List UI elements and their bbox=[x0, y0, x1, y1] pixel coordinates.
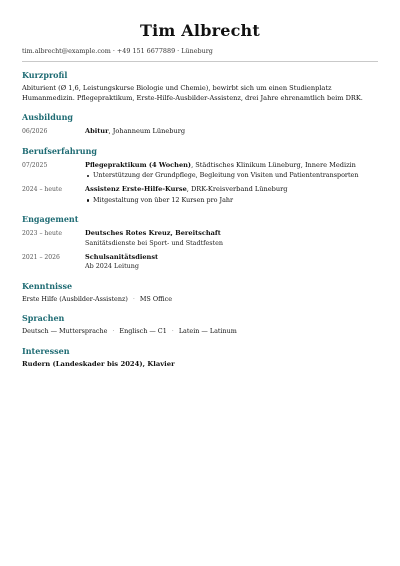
contact-line: tim.albrecht@example.com · +49 151 6677889 · Lüneburg bbox=[22, 47, 213, 55]
section-experience bbox=[22, 146, 378, 206]
bullet-item: Mitgestaltung von über 12 Kursen pro Jahr bbox=[93, 196, 378, 205]
entry-date: 07/2025 bbox=[22, 161, 48, 169]
entry-title: Schulsanitätsdienst bbox=[85, 253, 159, 262]
engagement-entry bbox=[22, 229, 378, 248]
entry-body bbox=[85, 229, 378, 248]
entry-date: 2023 – heute bbox=[22, 230, 62, 238]
entry-org: DRK-Kreisverband Lüneburg bbox=[191, 185, 288, 194]
section-title-experience: Berufserfahrung bbox=[22, 145, 98, 156]
list-separator: · bbox=[112, 327, 115, 336]
education-entry bbox=[22, 127, 378, 136]
entry-title: Abitur bbox=[85, 127, 109, 136]
entry-body bbox=[85, 253, 378, 272]
language-item: Deutsch — Muttersprache bbox=[22, 327, 108, 336]
entry-title: Deutsches Rotes Kreuz, Bereitschaft bbox=[85, 229, 221, 238]
entry-body bbox=[85, 185, 378, 205]
entry-org: Johanneum Lüneburg bbox=[112, 127, 186, 136]
header-divider bbox=[22, 61, 378, 62]
entry-bullets bbox=[85, 171, 378, 180]
entry-date: 2021 – 2026 bbox=[22, 254, 60, 262]
entry-detail: Sanitätsdienste bei Sport- und Stadtfesten bbox=[85, 238, 224, 247]
section-title-profile: Kurzprofil bbox=[22, 70, 68, 80]
entry-bullets bbox=[85, 196, 378, 205]
section-skills bbox=[22, 281, 378, 304]
entry-detail: Ab 2024 Leitung bbox=[85, 262, 139, 271]
entry-separator: , bbox=[186, 185, 191, 194]
section-title-languages: Sprachen bbox=[22, 313, 65, 324]
language-item: Englisch — C1 bbox=[119, 327, 167, 336]
entry-separator: , bbox=[108, 127, 113, 136]
bullet-item: Unterstützung der Grundpflege, Begleitung von Visiten und Patiententransporten bbox=[93, 171, 378, 180]
entry-title: Pflegepraktikum (4 Wochen) bbox=[85, 160, 192, 169]
section-languages bbox=[22, 313, 378, 336]
entry-date: 2024 – heute bbox=[22, 186, 62, 194]
section-title-interests: Interessen bbox=[22, 345, 70, 356]
candidate-name: Tim Albrecht bbox=[140, 21, 260, 40]
list-separator: · bbox=[132, 294, 135, 303]
list-separator: · bbox=[171, 327, 174, 336]
entry-separator: , bbox=[191, 160, 196, 169]
section-education bbox=[22, 112, 378, 136]
profile-text: Abiturient (Ø 1,6, Leistungskurse Biologie und Chemie), bewirbt sich um einen Studienplatz Humanmedizin. Pflegepraktikum, Erste-Hilfe-Ausbilder-Assistenz, drei Jahre ehrenamtlich beim DRK. bbox=[22, 84, 363, 102]
section-title-skills: Kenntnisse bbox=[22, 280, 73, 291]
entry-body bbox=[85, 161, 378, 181]
entry-org: Städtisches Klinikum Lüneburg, Innere Medizin bbox=[195, 160, 356, 169]
languages-list bbox=[22, 327, 378, 336]
skill-item: MS Office bbox=[139, 294, 173, 303]
section-profile bbox=[22, 70, 378, 103]
section-engagement bbox=[22, 214, 378, 272]
entry-body bbox=[85, 127, 378, 136]
section-interests bbox=[22, 346, 378, 370]
skills-list bbox=[22, 295, 378, 304]
section-title-education: Ausbildung bbox=[22, 112, 74, 123]
interests-text: Rudern (Landeskader bis 2024), Klavier bbox=[22, 359, 175, 368]
entry-date: 06/2026 bbox=[22, 128, 48, 136]
entry-title: Assistenz Erste-Hilfe-Kurse bbox=[85, 185, 187, 194]
experience-entry bbox=[22, 161, 378, 181]
engagement-entry bbox=[22, 253, 378, 272]
skill-item: Erste Hilfe (Ausbilder-Assistenz) bbox=[22, 294, 128, 303]
experience-entry bbox=[22, 185, 378, 205]
section-title-engagement: Engagement bbox=[22, 214, 79, 225]
language-item: Latein — Latinum bbox=[178, 327, 237, 336]
